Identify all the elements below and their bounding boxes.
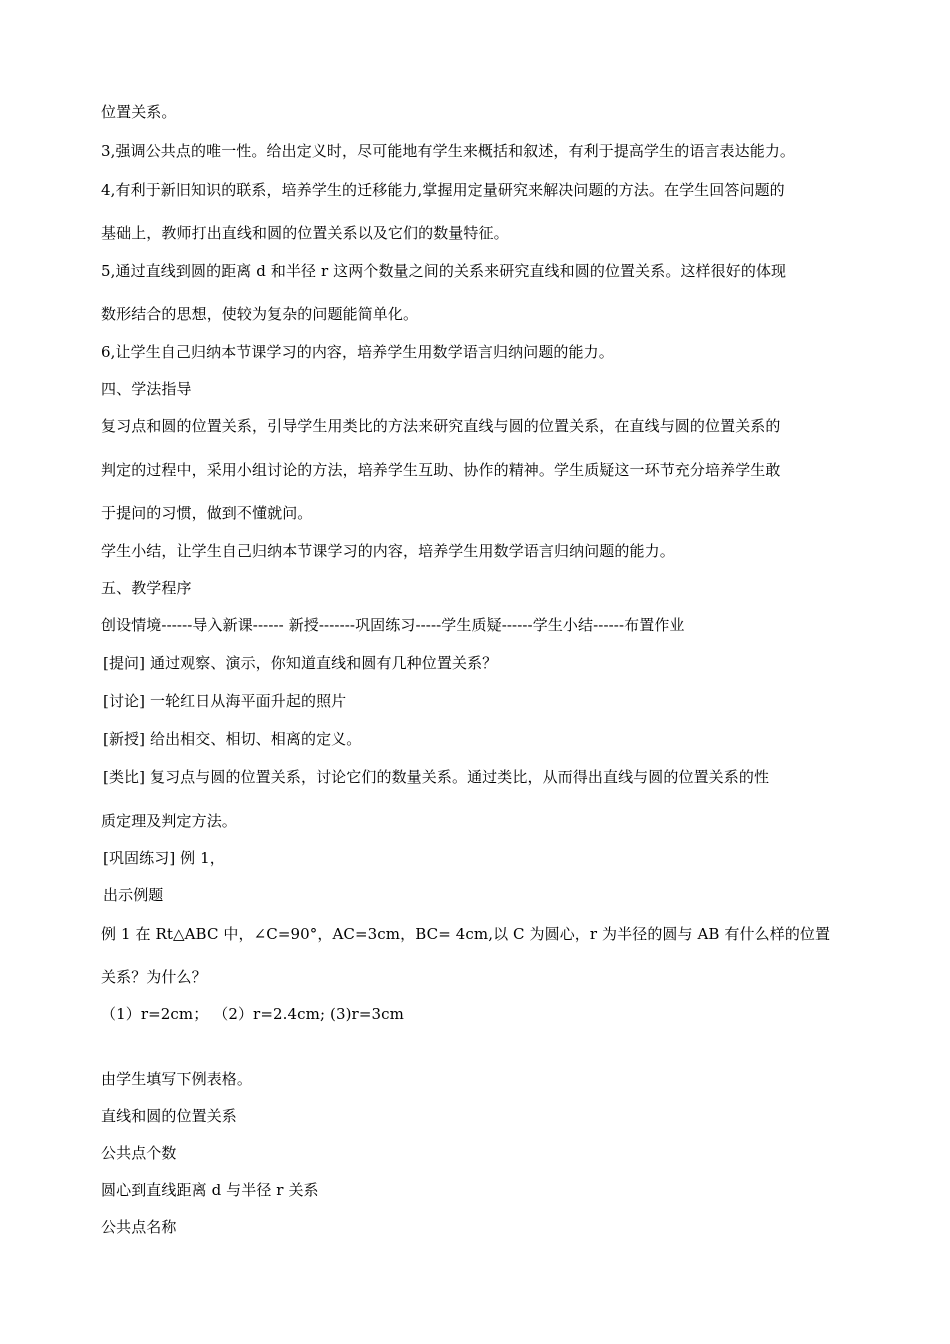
text-line: 3,强调公共点的唯一性。给出定义时，尽可能地有学生来概括和叙述，有利于提高学生的语言表达能力。 — [101, 142, 796, 160]
text-line: 6,让学生自己归纳本节课学习的内容，培养学生用数学语言归纳问题的能力。 — [101, 343, 614, 361]
text-line: 创设情境------导入新课------ 新授-------巩固练习-----学生质疑------学生小结------布置作业 — [101, 616, 685, 634]
text-line: 数形结合的思想，使较为复杂的问题能简单化。 — [101, 305, 419, 323]
text-line: [类比] 复习点与圆的位置关系，讨论它们的数量关系。通过类比，从而得出直线与圆的位置关系的性 — [103, 768, 770, 786]
table-header-cell: 圆心到直线距离 d 与半径 r 关系 — [101, 1181, 319, 1199]
text-line: 5,通过直线到圆的距离 d 和半径 r 这两个数量之间的关系来研究直线和圆的位置关系。这样很好的体现 — [101, 262, 787, 280]
text-line: 基础上，教师打出直线和圆的位置关系以及它们的数量特征。 — [101, 224, 509, 242]
text-line: [巩固练习] 例 1， — [103, 849, 225, 867]
table-header-cell: 公共点名称 — [101, 1218, 177, 1236]
text-line: 质定理及判定方法。 — [101, 812, 237, 830]
table-header-cell: 公共点个数 — [101, 1144, 177, 1162]
text-line: 判定的过程中，采用小组讨论的方法，培养学生互助、协作的精神。学生质疑这一环节充分培养学生敢 — [101, 461, 781, 479]
table-header-cell: 直线和圆的位置关系 — [101, 1107, 237, 1125]
text-line: 4,有利于新旧知识的联系，培养学生的迁移能力,掌握用定量研究来解决问题的方法。在学生回答问题的 — [101, 181, 785, 199]
text-line: （1）r=2cm； （2）r=2.4cm; (3)r=3cm — [101, 1005, 404, 1023]
text-line: 位置关系。 — [101, 103, 177, 121]
example-line: 例 1 在 Rt△ABC 中，∠C=90°，AC=3cm，BC= 4cm,以 C 为圆心，r 为半径的圆与 AB 有什么样的位置 — [101, 925, 831, 943]
section-heading: 四、学法指导 — [101, 380, 192, 398]
section-heading: 五、教学程序 — [101, 579, 192, 597]
text-line: 出示例题 — [103, 886, 164, 904]
text-line: [提问] 通过观察、演示，你知道直线和圆有几种位置关系？ — [103, 654, 498, 672]
text-line: 复习点和圆的位置关系，引导学生用类比的方法来研究直线与圆的位置关系，在直线与圆的位置关系的 — [101, 417, 781, 435]
text-line: 于提问的习惯，做到不懂就问。 — [101, 504, 313, 522]
text-line: 关系？为什么？ — [101, 968, 207, 986]
text-line: 学生小结，让学生自己归纳本节课学习的内容，培养学生用数学语言归纳问题的能力。 — [101, 542, 675, 560]
text-line: [新授] 给出相交、相切、相离的定义。 — [103, 730, 362, 748]
text-line: 由学生填写下例表格。 — [101, 1070, 253, 1088]
text-line: [讨论] 一轮红日从海平面升起的照片 — [103, 692, 347, 710]
